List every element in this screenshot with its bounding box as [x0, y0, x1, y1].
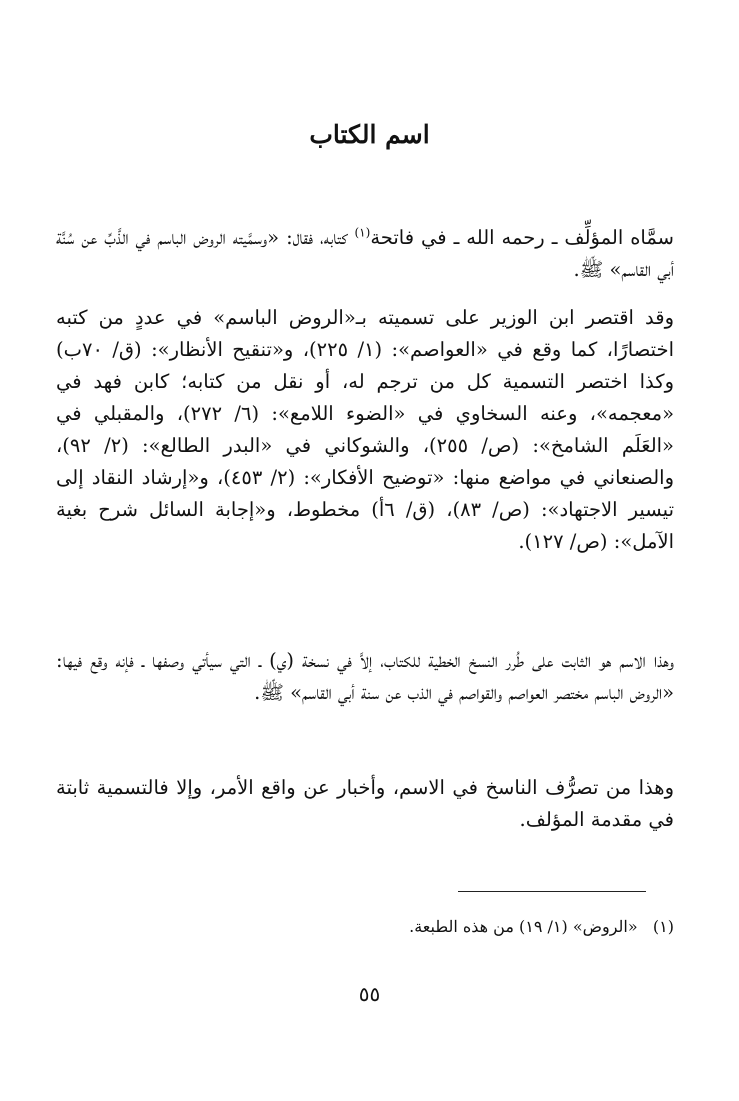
footnote-marker: (١)	[652, 917, 674, 936]
page-number: ٥٥	[358, 982, 381, 1006]
footnote	[200, 913, 674, 941]
paragraph-short-title: وقد اقتصر ابن الوزير على تسميته بـ«الروض الباسم» في عددٍ من كتبه اختصارًا، كما وقع في «العواصم»: (١/ ٢٢٥)، و«تنقيح الأنظار»: (ق/ ٧٠ب) وكذا اختصر التسمية كل من ترجم له، أو نقل من كتابه؛ كابن فهد في «معجمه»، وعنه السخاوي في «الضوء اللامع»: (٦/ ٢٧٢)، والمقبلي في «العَلَم الشامخ»: (ص/ ٢٥٥)، والشوكاني في «البدر الطالع»: (٢/ ٩٢)، والصنعاني في مواضع منها: «توضيح الأفكار»: (٢/ ٤٥٣)، و«إرشاد النقاد إلى تيسير الاجتهاد»: (ص/ ٨٣)، (ق/ ٦أ) مخطوط، و«إجابة السائل شرح بغية الآمل»: (ص/ ١٢٧).	[56, 306, 675, 553]
footnote-divider	[458, 891, 646, 892]
page-title: اسم الكتاب	[309, 120, 430, 149]
footnote-text: «الروض» (١/ ١٩) من هذه الطبعة.	[409, 917, 638, 936]
paragraph-manuscripts: وهذا الاسم هو الثابت على طُرر النسخ الخطية للكتاب، إلاَّ في نسخة (ي) ـ التي سيأتي وصفها ـ فإنه وقع فيها: «الروض الباسم مختصر العواصم والقواصم في الذب عن سنة أبي القاسم» ﷺ.	[56, 649, 674, 704]
paragraph-text: كتابه، فقال: «وسمَّيته الروض الباسم في الذَّبِّ عن سُنَّة أبي القاسم» ﷺ.	[56, 226, 674, 281]
paragraph-text: سمَّاه المؤلِّف ـ رحمه الله ـ في فاتحة	[370, 226, 674, 249]
footnote-reference: (١)	[354, 225, 371, 240]
paragraph-conclusion: وهذا من تصرُّف الناسخ في الاسم، وأخبار عن واقع الأمر، وإلا فالتسمية ثابتة في مقدمة المؤلف.	[56, 776, 674, 831]
paragraph-book-name	[56, 222, 674, 286]
